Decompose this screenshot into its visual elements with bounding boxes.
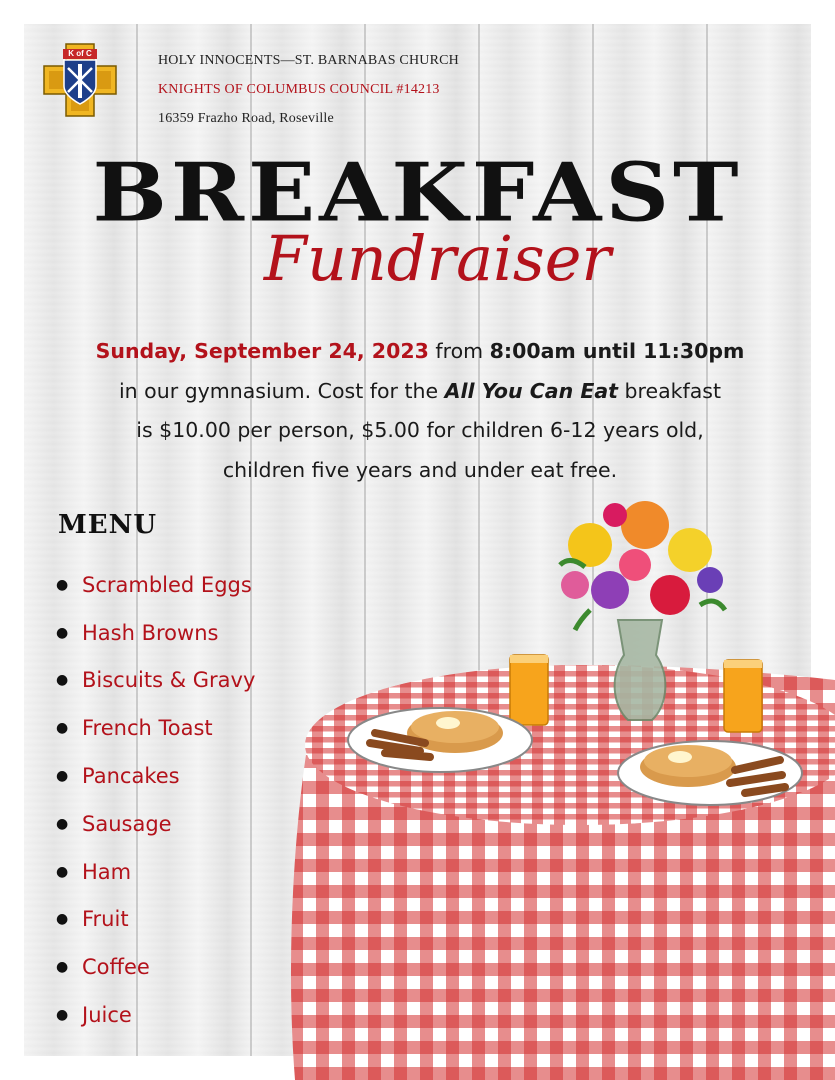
knights-of-columbus-logo	[42, 42, 118, 118]
pancake-plate-right	[618, 741, 802, 805]
menu-item	[56, 800, 255, 848]
menu-item	[56, 657, 255, 705]
pancake-plate-left	[348, 708, 532, 772]
bullet-icon: ●	[56, 720, 69, 737]
menu-item	[56, 991, 255, 1039]
all-you-can-eat: All You Can Eat	[444, 378, 618, 403]
page-title: BREAKFAST	[92, 144, 743, 240]
bullet-icon: ●	[56, 624, 69, 641]
menu-item	[56, 848, 255, 896]
bullet-icon: ●	[56, 911, 69, 928]
menu-item-label: Coffee	[82, 955, 150, 980]
church-name: HOLY INNOCENTS—ST. BARNABAS CHURCH	[158, 53, 459, 68]
menu-item	[56, 896, 255, 944]
event-time: 8:00am until 11:30pm	[489, 339, 745, 363]
menu-item-label: Biscuits & Gravy	[82, 668, 256, 693]
flower-bouquet	[560, 501, 725, 630]
bullet-icon: ●	[56, 815, 69, 832]
bullet-icon: ●	[56, 863, 69, 880]
menu-item-label: Scrambled Eggs	[82, 572, 252, 597]
juice-glass-left	[510, 655, 548, 725]
menu-item	[56, 943, 255, 991]
page-subtitle: Fundraiser	[263, 222, 612, 295]
bullet-icon: ●	[56, 959, 69, 976]
menu-item-label: French Toast	[82, 716, 213, 741]
event-date: Sunday, September 24, 2023	[95, 339, 429, 363]
details-line-2	[60, 372, 780, 412]
menu-item	[56, 752, 255, 800]
details-line-3: is $10.00 per person, $5.00 for children 6-12 years old,	[136, 418, 704, 442]
menu-item-label: Sausage	[82, 811, 172, 836]
bullet-icon: ●	[56, 672, 69, 689]
bullet-icon: ●	[56, 1007, 69, 1024]
menu-title: MENU	[58, 510, 158, 540]
from-text: from	[428, 339, 490, 363]
menu-item-label: Ham	[82, 859, 132, 884]
menu-item-label: Fruit	[82, 907, 129, 932]
event-details	[60, 332, 780, 490]
menu-item	[56, 561, 255, 609]
menu-item-label: Hash Browns	[82, 620, 219, 645]
menu-item	[56, 609, 255, 657]
details-line-2a: in our gymnasium. Cost for the	[118, 378, 445, 403]
council-name: KNIGHTS OF COLUMBUS COUNCIL #14213	[158, 82, 440, 97]
bullet-icon: ●	[56, 576, 69, 593]
breakfast-table-illustration	[290, 495, 835, 1080]
bullet-icon: ●	[56, 768, 69, 785]
details-line-2b: breakfast	[617, 378, 722, 403]
vase	[615, 620, 666, 720]
menu-item-label: Juice	[82, 1003, 132, 1028]
juice-glass-right	[724, 660, 762, 732]
menu-item-label: Pancakes	[82, 764, 180, 789]
details-line-1	[60, 332, 780, 372]
address: 16359 Frazho Road, Roseville	[158, 111, 334, 126]
details-line-4: children five years and under eat free.	[222, 457, 618, 482]
menu-item	[56, 704, 255, 752]
logo-text: K of C	[68, 49, 92, 58]
menu-list	[56, 561, 255, 1039]
